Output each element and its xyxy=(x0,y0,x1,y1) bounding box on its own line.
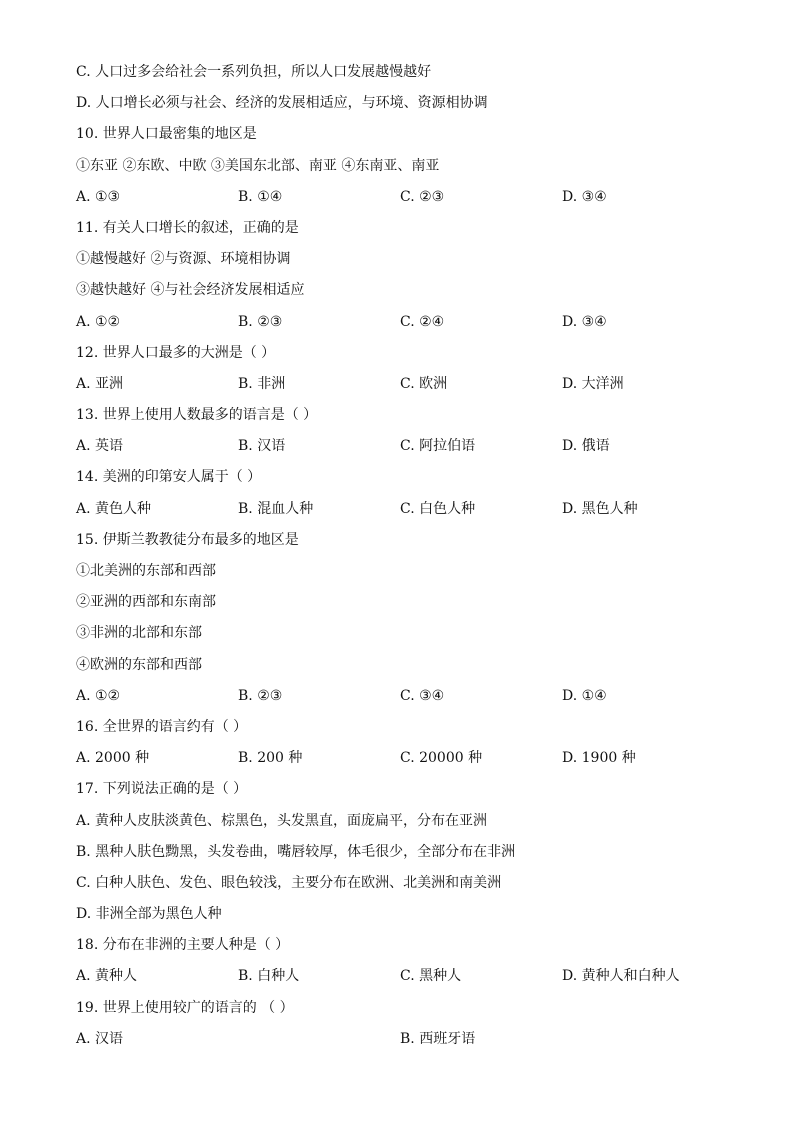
option-item: D. ①④ xyxy=(562,687,607,704)
options-row xyxy=(76,499,736,530)
text-line: 17. 下列说法正确的是（ ） xyxy=(76,781,248,798)
option-item: C. ②③ xyxy=(400,188,445,205)
option-item: A. ①③ xyxy=(76,188,121,205)
option-item: D. 黄种人和白种人 xyxy=(562,968,680,985)
option-item: C. ③④ xyxy=(400,687,445,704)
option-item: A. 2000 种 xyxy=(76,750,150,767)
option-item: B. ②③ xyxy=(238,313,283,330)
exam-page xyxy=(76,62,736,1060)
option-item: B. 西班牙语 xyxy=(400,1030,476,1047)
text-line: ③非洲的北部和东部 xyxy=(76,625,202,642)
option-item: C. ②④ xyxy=(400,313,445,330)
option-item: C. 欧洲 xyxy=(400,375,448,392)
text-line: 15. 伊斯兰教教徒分布最多的地区是 xyxy=(76,531,299,548)
text-line: 12. 世界人口最多的大洲是（ ） xyxy=(76,344,276,361)
option-item: D. 1900 种 xyxy=(562,750,636,767)
text-line: 13. 世界上使用人数最多的语言是（ ） xyxy=(76,407,318,424)
option-item: C. 白色人种 xyxy=(400,500,476,517)
text-line: ②亚洲的西部和东南部 xyxy=(76,594,216,611)
option-item: C. 20000 种 xyxy=(400,750,483,767)
option-item: A. 汉语 xyxy=(76,1030,124,1047)
text-line: ①越慢越好 ②与资源、环境相协调 xyxy=(76,251,291,268)
options-row xyxy=(76,374,736,405)
option-item: A. 黄色人种 xyxy=(76,500,152,517)
text-line: ④欧洲的东部和西部 xyxy=(76,656,202,673)
option-item: B. 混血人种 xyxy=(238,500,314,517)
option-item: C. 黑种人 xyxy=(400,968,462,985)
text-line: 18. 分布在非洲的主要人种是（ ） xyxy=(76,937,290,954)
options-row xyxy=(76,312,736,343)
option-item: D. 大洋洲 xyxy=(562,375,624,392)
text-line: 11. 有关人口增长的叙述，正确的是 xyxy=(76,219,299,236)
text-line: D. 非洲全部为黑色人种 xyxy=(76,906,222,923)
text-line: A. 黄种人皮肤淡黄色、棕黑色，头发黑直，面庞扁平，分布在亚洲 xyxy=(76,812,488,829)
option-item: B. 白种人 xyxy=(238,968,300,985)
text-line: C. 白种人肤色、发色、眼色较浅，主要分布在欧洲、北美洲和南美洲 xyxy=(76,874,502,891)
text-line: 16. 全世界的语言约有（ ） xyxy=(76,718,248,735)
text-line: B. 黑种人肤色黝黑，头发卷曲，嘴唇较厚，体毛很少，全部分布在非洲 xyxy=(76,843,516,860)
option-item: B. 200 种 xyxy=(238,750,303,767)
text-line: ①东亚 ②东欧、中欧 ③美国东北部、南亚 ④东南亚、南亚 xyxy=(76,157,440,174)
options-row xyxy=(76,686,736,717)
text-line: ①北美洲的东部和西部 xyxy=(76,563,216,579)
option-item: B. 非洲 xyxy=(238,375,286,392)
option-item: B. ①④ xyxy=(238,188,283,205)
option-item: B. ②③ xyxy=(238,687,283,704)
option-item: A. ①② xyxy=(76,313,121,330)
text-line: ③越快越好 ④与社会经济发展相适应 xyxy=(76,282,305,299)
text-line: D. 人口增长必须与社会、经济的发展相适应，与环境、资源相协调 xyxy=(76,95,488,112)
text-line: 19. 世界上使用较广的语言的 （ ） xyxy=(76,999,294,1016)
text-line: 10. 世界人口最密集的地区是 xyxy=(76,126,257,143)
option-item: D. 俄语 xyxy=(562,438,610,455)
options-row xyxy=(76,436,736,467)
option-item: A. ①② xyxy=(76,687,121,704)
text-line: 14. 美洲的印第安人属于（ ） xyxy=(76,469,262,486)
options-row xyxy=(76,1029,736,1060)
option-item: B. 汉语 xyxy=(238,438,286,455)
option-item: A. 黄种人 xyxy=(76,968,138,985)
options-row xyxy=(76,187,736,218)
options-row xyxy=(76,748,736,779)
option-item: A. 英语 xyxy=(76,438,124,455)
option-item: D. 黑色人种 xyxy=(562,500,638,517)
option-item: A. 亚洲 xyxy=(76,375,124,392)
text-line: C. 人口过多会给社会一系列负担，所以人口发展越慢越好 xyxy=(76,64,432,80)
option-item: D. ③④ xyxy=(562,313,607,330)
options-row xyxy=(76,966,736,997)
option-item: D. ③④ xyxy=(562,188,607,205)
option-item: C. 阿拉伯语 xyxy=(400,438,476,455)
